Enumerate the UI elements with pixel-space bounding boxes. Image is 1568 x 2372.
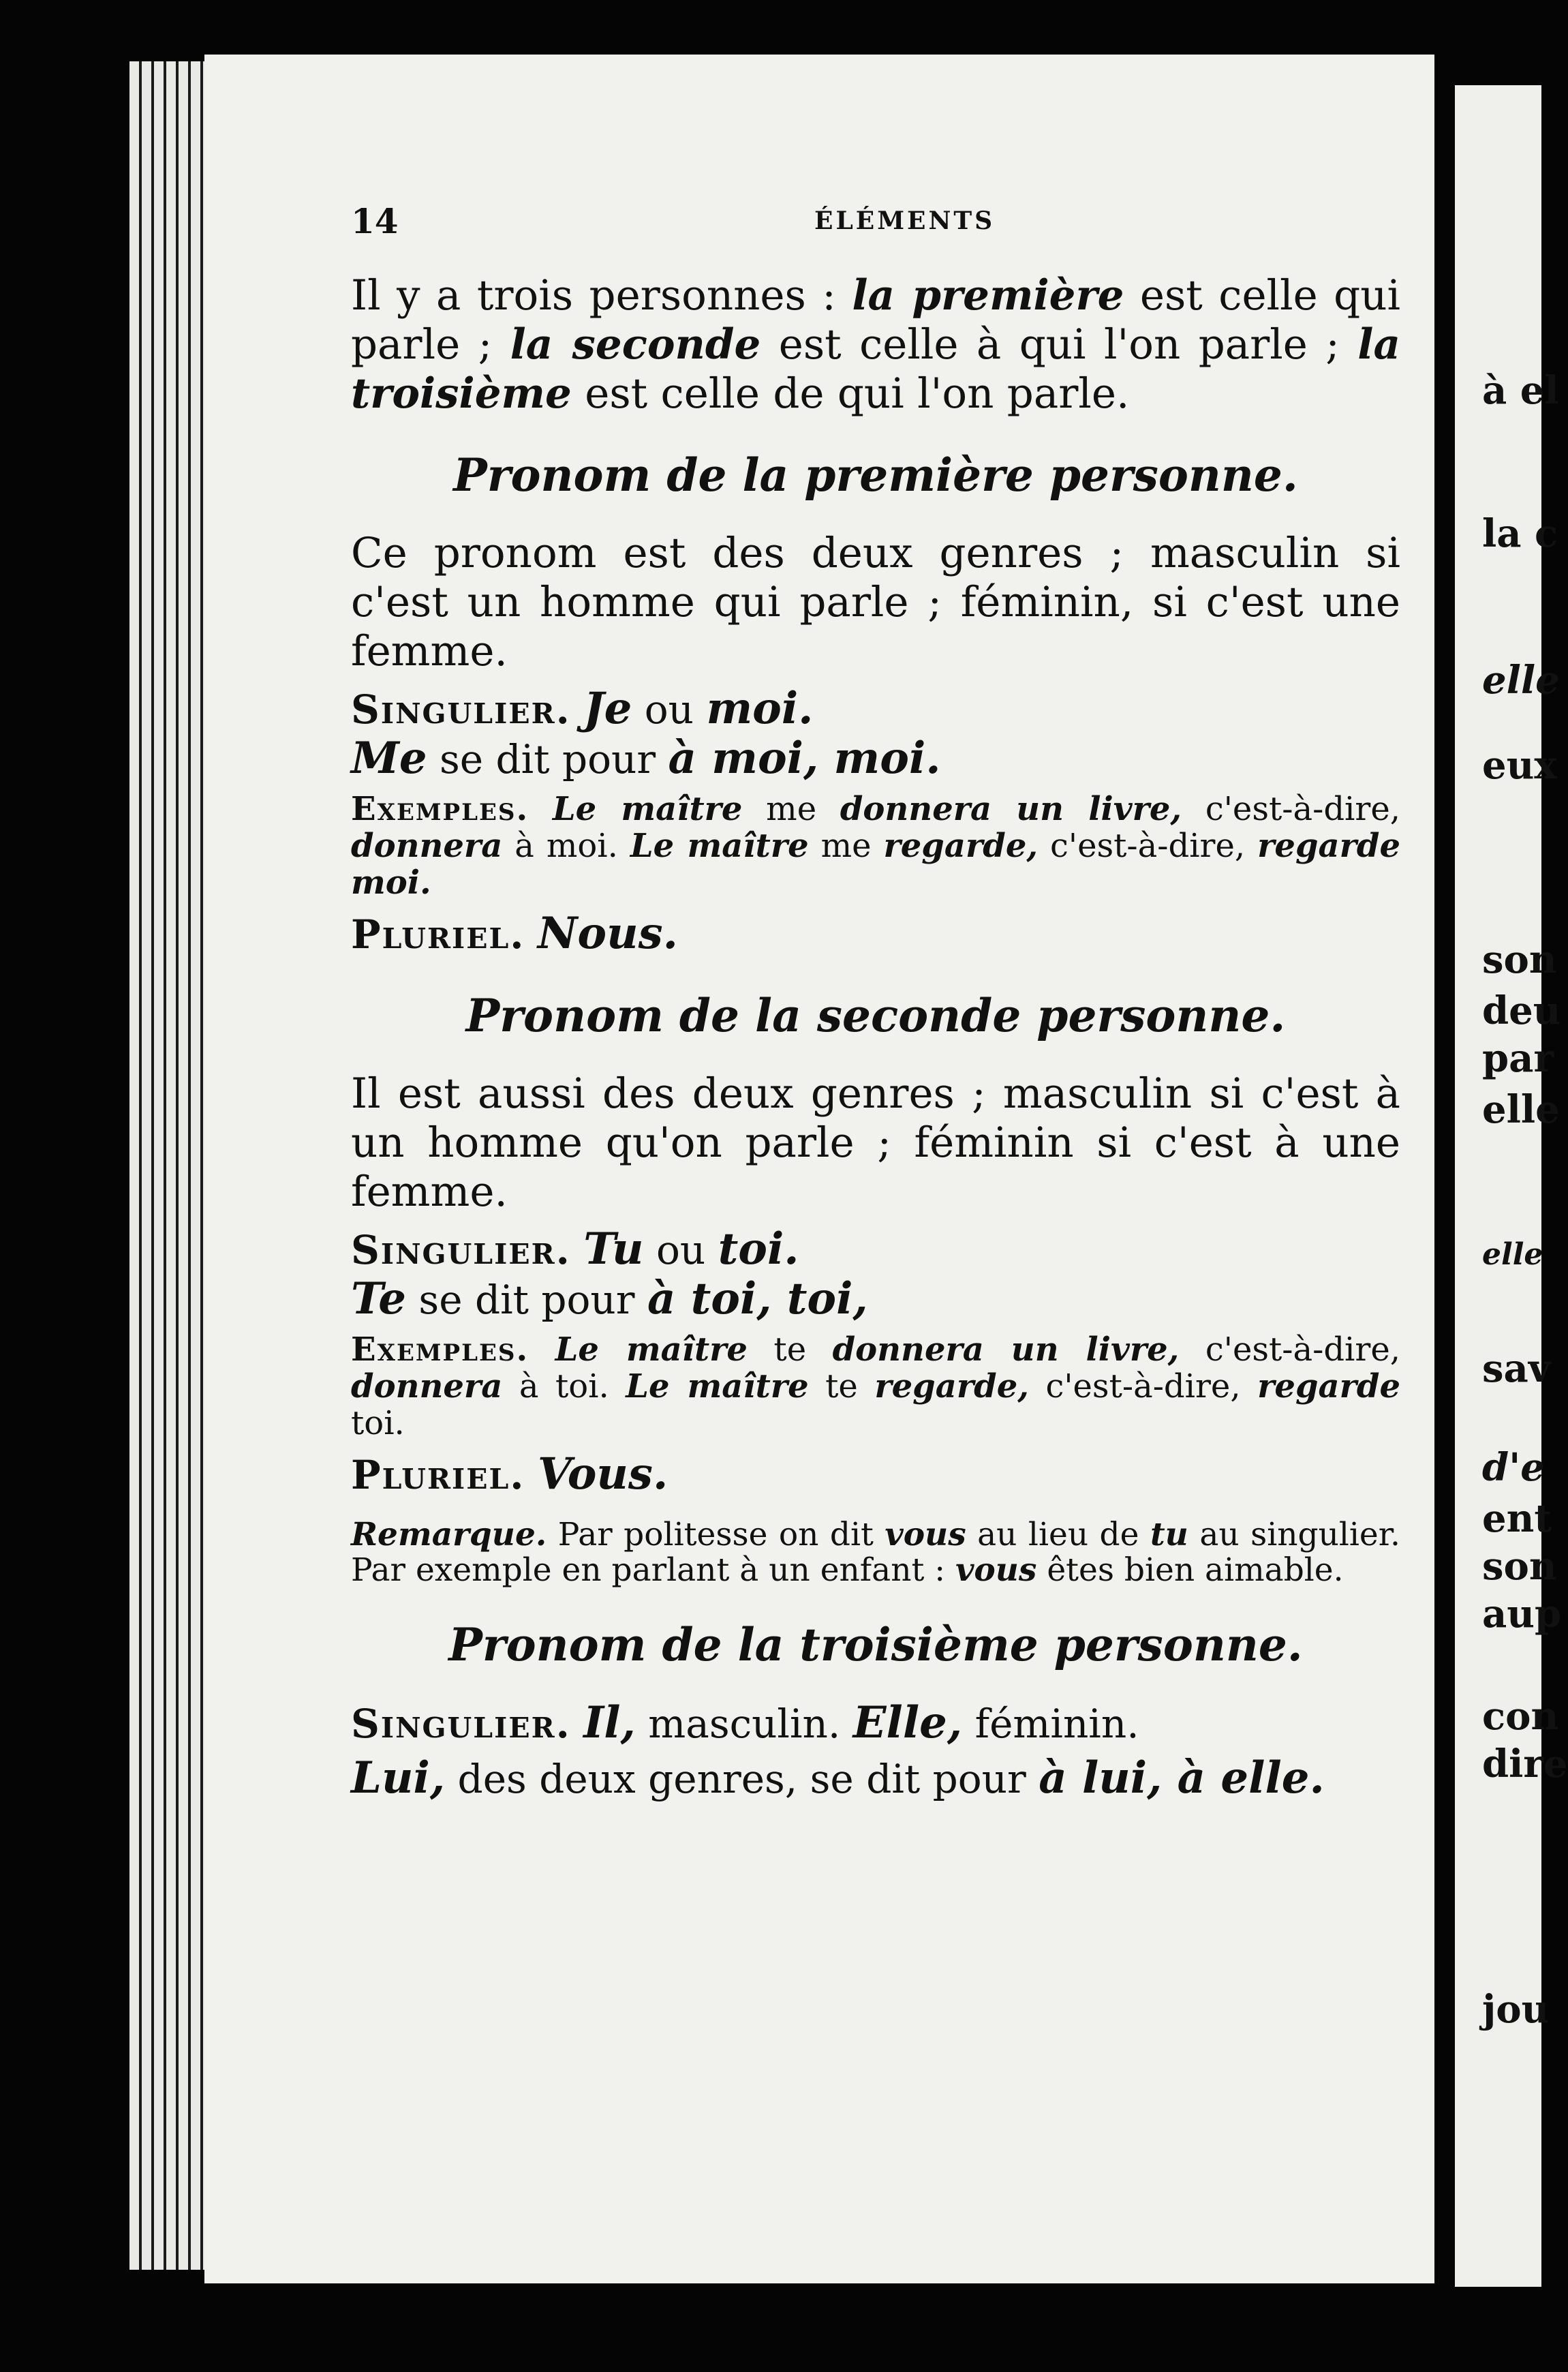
example-text: toi. — [351, 1404, 405, 1442]
intro-term-first: la première — [852, 271, 1124, 320]
remark-italic: vous — [955, 1551, 1037, 1589]
next-page-fragment: d'e — [1482, 1445, 1545, 1490]
book-page — [204, 55, 1434, 2283]
second-person-singular — [351, 1225, 1400, 1275]
example-text: à toi. — [502, 1367, 626, 1405]
next-page-fragment: elle — [1482, 1087, 1560, 1132]
pronoun-form: Vous. — [537, 1448, 668, 1500]
next-page-fragment: son — [1482, 937, 1557, 982]
intro-term-second: la seconde — [510, 320, 761, 369]
singular-label: Singulier. — [351, 686, 571, 733]
page-number: 14 — [351, 201, 399, 241]
first-person-examples — [351, 791, 1400, 901]
line-text: se dit pour — [406, 1277, 647, 1323]
pronoun-form: Me — [351, 733, 427, 784]
example-text: c'est-à-dire, — [1028, 1367, 1258, 1405]
next-page-fragment: aup — [1482, 1592, 1562, 1637]
first-person-plural — [351, 909, 1400, 959]
next-page-fragment: sav — [1482, 1346, 1551, 1391]
intro-text: est celle de qui l'on parle. — [571, 369, 1130, 418]
remark-italic: vous — [885, 1516, 966, 1553]
next-page-fragment: elle — [1482, 658, 1560, 703]
pronoun-form: Lui, — [351, 1752, 446, 1804]
next-page-fragment: con — [1482, 1694, 1559, 1739]
plural-label: Pluriel. — [351, 1452, 525, 1498]
example-italic: regarde — [1257, 1367, 1400, 1405]
examples-label: Exemples. — [351, 790, 529, 828]
pronoun-form: moi. — [706, 683, 814, 734]
pronoun-form: Nous. — [537, 908, 678, 959]
first-person-singular — [351, 684, 1400, 734]
remark-text: au lieu de — [966, 1516, 1150, 1553]
line-text: des deux genres, se dit pour — [445, 1756, 1039, 1802]
example-italic: regarde, — [883, 827, 1039, 865]
example-italic: donnera un livre, — [840, 790, 1182, 828]
example-italic: donnera — [351, 827, 503, 865]
pronoun-form: Elle, — [852, 1697, 963, 1748]
page-body — [351, 271, 1400, 1804]
intro-paragraph — [351, 271, 1400, 419]
example-text: à moi. — [502, 827, 630, 865]
intro-text: est celle qui parle ; — [351, 271, 1400, 369]
remark-text: au singulier. Par exemple en parlant à un enfant : — [351, 1516, 1400, 1589]
line-text: féminin. — [962, 1701, 1139, 1747]
example-text: te — [808, 1367, 875, 1405]
adjacent-page-edge — [1455, 85, 1568, 2287]
conjunction: ou — [643, 1227, 718, 1273]
next-page-fragment: deu — [1482, 988, 1561, 1033]
pronoun-form: toi. — [718, 1223, 799, 1275]
example-text: c'est-à-dire, — [1182, 790, 1400, 828]
intro-text: est celle à qui l'on parle ; — [760, 320, 1358, 369]
singular-label: Singulier. — [351, 1701, 571, 1747]
pronoun-phrase: à toi, toi, — [647, 1273, 868, 1324]
pronoun-form: Je — [583, 683, 632, 734]
heading-third-person: Pronom de la troisième personne. — [448, 1618, 1303, 1671]
next-page-fragment: elle — [1482, 1237, 1543, 1272]
line-text: se dit pour — [427, 736, 668, 782]
first-person-description: Ce pronom est des deux genres ; masculin si c'est un homme qui parle ; féminin, si c'est une femme. — [351, 529, 1400, 675]
line-text: masculin. — [635, 1701, 853, 1747]
next-page-fragment: son — [1482, 1544, 1557, 1589]
remark-text: Par politesse on dit — [547, 1516, 885, 1553]
example-italic: regarde, — [874, 1367, 1029, 1405]
next-page-fragment: par — [1482, 1036, 1554, 1081]
plural-label: Pluriel. — [351, 911, 525, 958]
next-page-fragment: dire — [1482, 1742, 1568, 1786]
example-text: c'est-à-dire, — [1179, 1331, 1401, 1369]
example-text: te — [747, 1331, 833, 1369]
example-italic: Le maître — [626, 1367, 809, 1405]
third-person-lui-line — [351, 1754, 1400, 1804]
examples-label: Exemples. — [351, 1331, 529, 1369]
remark-italic: tu — [1150, 1516, 1188, 1553]
pronoun-form: Il, — [583, 1697, 636, 1748]
book-spine-edges — [129, 61, 204, 2270]
next-page-fragment: la c — [1482, 511, 1558, 556]
next-page-fragment: jou — [1482, 1987, 1550, 2032]
pronoun-form: Tu — [583, 1223, 644, 1275]
remark-paragraph — [351, 1517, 1400, 1588]
example-italic: donnera — [351, 1367, 503, 1405]
conjunction: ou — [632, 686, 707, 733]
pronoun-phrase: à moi, moi. — [668, 733, 941, 784]
example-italic: regarde moi. — [351, 827, 1401, 902]
example-italic: Le maître — [552, 790, 743, 828]
second-person-plural — [351, 1450, 1400, 1500]
heading-first-person: Pronom de la première personne. — [453, 448, 1298, 502]
first-person-me-line — [351, 734, 1400, 784]
intro-term-third: la troisième — [351, 320, 1400, 418]
example-italic: donnera un livre, — [832, 1331, 1180, 1369]
remark-text: êtes bien aimable. — [1036, 1551, 1344, 1589]
second-person-te-line — [351, 1275, 1400, 1324]
intro-text: Il y a trois personnes : — [351, 271, 852, 320]
remark-label: Remarque. — [351, 1516, 547, 1553]
page-header — [351, 201, 1325, 249]
pronoun-phrase: à lui, à elle. — [1039, 1752, 1325, 1804]
heading-second-person: Pronom de la seconde personne. — [465, 989, 1286, 1042]
next-page-fragment: eux — [1482, 743, 1557, 788]
second-person-description: Il est aussi des deux genres ; masculin si c'est à un homme qu'on parle ; féminin si c'est à une femme. — [351, 1069, 1400, 1216]
example-italic: Le maître — [555, 1331, 748, 1369]
running-head: ÉLÉMENTS — [814, 207, 996, 235]
second-person-examples — [351, 1331, 1400, 1442]
third-person-singular — [351, 1699, 1400, 1748]
example-text: c'est-à-dire, — [1038, 827, 1258, 865]
example-text: me — [742, 790, 840, 828]
singular-label: Singulier. — [351, 1227, 571, 1273]
example-italic: Le maître — [630, 827, 809, 865]
next-page-fragment: à el — [1482, 368, 1559, 413]
pronoun-form: Te — [351, 1273, 406, 1324]
next-page-fragment: ent — [1482, 1496, 1552, 1541]
example-text: me — [808, 827, 884, 865]
